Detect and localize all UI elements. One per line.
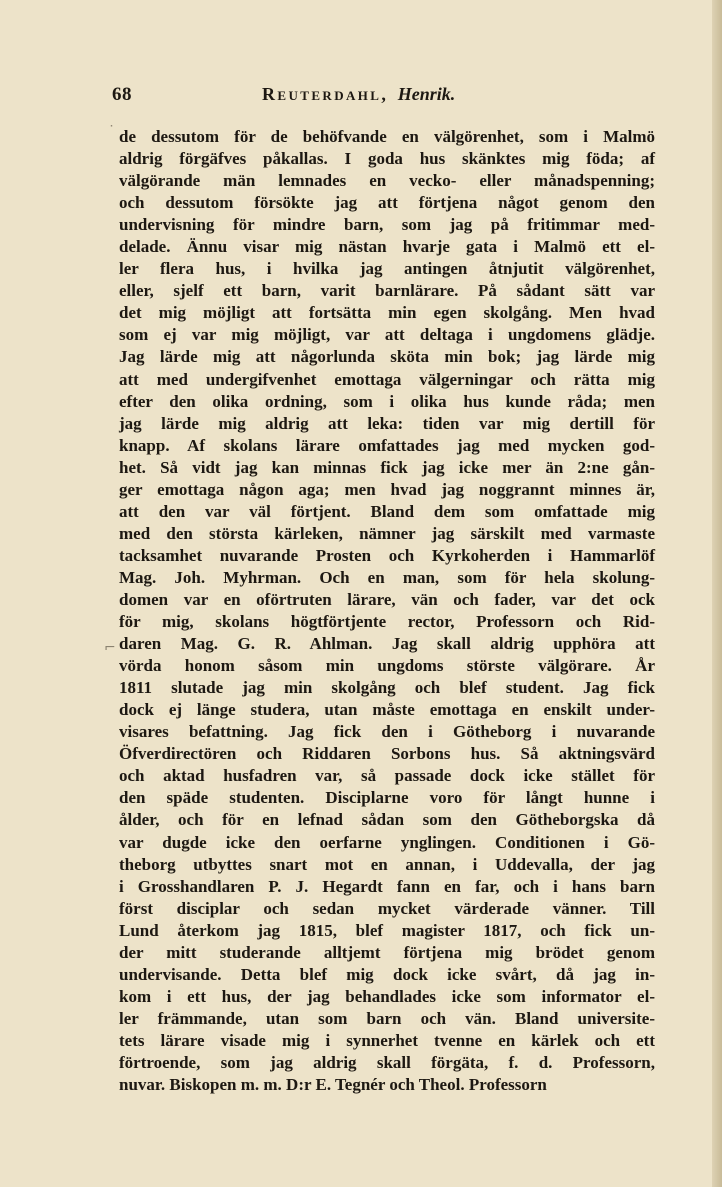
text-line: nuvar. Biskopen m. m. D:r E. Tegnér och Theol. Professorn [119, 1075, 547, 1095]
body-text [119, 126, 655, 1096]
running-head-surname: Reuterdahl, [262, 84, 389, 104]
text-line: att den var väl förtjent. Bland dem som omfattade mig [119, 501, 655, 521]
text-line: knapp. Af skolans lärare omfattades jag med mycken god- [119, 435, 655, 455]
text-line: eller, sjelf ett barn, varit barnlärare. På sådant sätt var [119, 281, 655, 301]
text-line: det mig möjligt att fortsätta min egen skolgång. Men hvad [119, 303, 655, 323]
text-line: het. Så vidt jag kan minnas fick jag icke mer än 2:ne gån- [119, 457, 655, 477]
text-line: theborg utbyttes snart mot en annan, i Uddevalla, der jag [119, 854, 655, 874]
text-line: ger emottaga någon aga; men hvad jag noggrannt minnes är, [119, 479, 655, 499]
running-head-given-name: Henrik. [397, 84, 456, 104]
text-line: att med undergifvenhet emottaga välgerningar och rätta mig [119, 369, 655, 389]
text-line: vörda honom såsom min ungdoms störste välgörare. År [119, 656, 655, 676]
text-line: tets lärare visade mig i synnerhet tvenne en kärlek och ett [119, 1030, 655, 1050]
page-edge [712, 0, 722, 1187]
text-line: och dessutom försökte jag att förtjena något genom den [119, 193, 655, 213]
text-line: kom i ett hus, der jag behandlades icke som informator el- [119, 986, 655, 1006]
page-number: 68 [112, 84, 132, 105]
text-line: ålder, och för en lefnad sådan som den Götheborgska då [119, 810, 655, 830]
text-line: domen var en oförtruten lärare, vän och fader, var det ock [119, 589, 655, 609]
text-line: först disciplar och sedan mycket värderade vänner. Till [119, 898, 655, 918]
text-line: de dessutom för de behöfvande en välgörenhet, som i Malmö [119, 127, 655, 146]
text-line: och aktad husfadren var, så passade dock icke stället för [119, 766, 655, 786]
text-line: var dugde icke den oerfarne ynglingen. Conditionen i Gö- [119, 832, 655, 852]
text-line: delade. Ännu visar mig nästan hvarje gata i Malmö ett el- [119, 237, 655, 257]
text-line: i Grosshandlaren P. J. Hegardt fann en far, och i hans barn [119, 876, 655, 896]
text-line: undervisande. Detta blef mig dock icke svårt, då jag in- [119, 964, 655, 984]
text-line: Mag. Joh. Myhrman. Och en man, som för hela skolung- [119, 567, 655, 587]
text-line: 1811 slutade jag min skolgång och blef student. Jag fick [119, 678, 655, 698]
text-line: aldrig förgäfves påkallas. I goda hus skänktes mig föda; af [119, 149, 655, 169]
running-header [112, 84, 512, 108]
text-line: som ej var mig möjligt, var att deltaga i ungdomens glädje. [119, 325, 655, 345]
running-head-title [262, 84, 455, 105]
text-line: efter den olika ordning, som i olika hus kunde råda; men [119, 391, 655, 411]
text-line: undervisning för mindre barn, som jag på fritimmar med- [119, 215, 655, 235]
text-line: Öfverdirectören och Riddaren Sorbons hus. Så aktningsvärd [119, 744, 655, 764]
text-line: Lund återkom jag 1815, blef magister 1817, och fick un- [119, 920, 655, 940]
text-line: Jag lärde mig att någorlunda sköta min bok; jag lärde mig [119, 347, 655, 367]
text-line: daren Mag. G. R. Ahlman. Jag skall aldrig upphöra att [119, 634, 655, 654]
text-line: förtroende, som jag aldrig skall förgäta, f. d. Professorn, [119, 1052, 655, 1072]
margin-tick-mark: ˙ [108, 124, 115, 140]
text-line: visares befattning. Jag fick den i Götheborg i nuvarande [119, 722, 655, 742]
text-line: välgörande män lemnades en vecko- eller månadspenning; [119, 171, 655, 191]
text-line: dock ej länge studera, utan måste emottaga en enskilt under- [119, 700, 655, 720]
text-line: jag lärde mig aldrig att leka: tiden var mig dertill för [119, 413, 655, 433]
text-line: der mitt studerande alltjemt förtjena mig brödet genom [119, 942, 655, 962]
text-line: med den största kärleken, nämner jag särskilt med varmaste [119, 523, 655, 543]
text-line: ler flera hus, i hvilka jag antingen åtnjutit välgörenhet, [119, 259, 655, 279]
text-line: för mig, skolans högtförtjente rector, Professorn och Rid- [119, 612, 655, 632]
text-line: ler främmande, utan som barn och vän. Bland universite- [119, 1008, 655, 1028]
text-line: tacksamhet nuvarande Prosten och Kyrkoherden i Hammarlöf [119, 545, 655, 565]
margin-pencil-mark: ⌐ [104, 640, 116, 656]
text-line: den späde studenten. Disciplarne voro för långt hunne i [119, 788, 655, 808]
